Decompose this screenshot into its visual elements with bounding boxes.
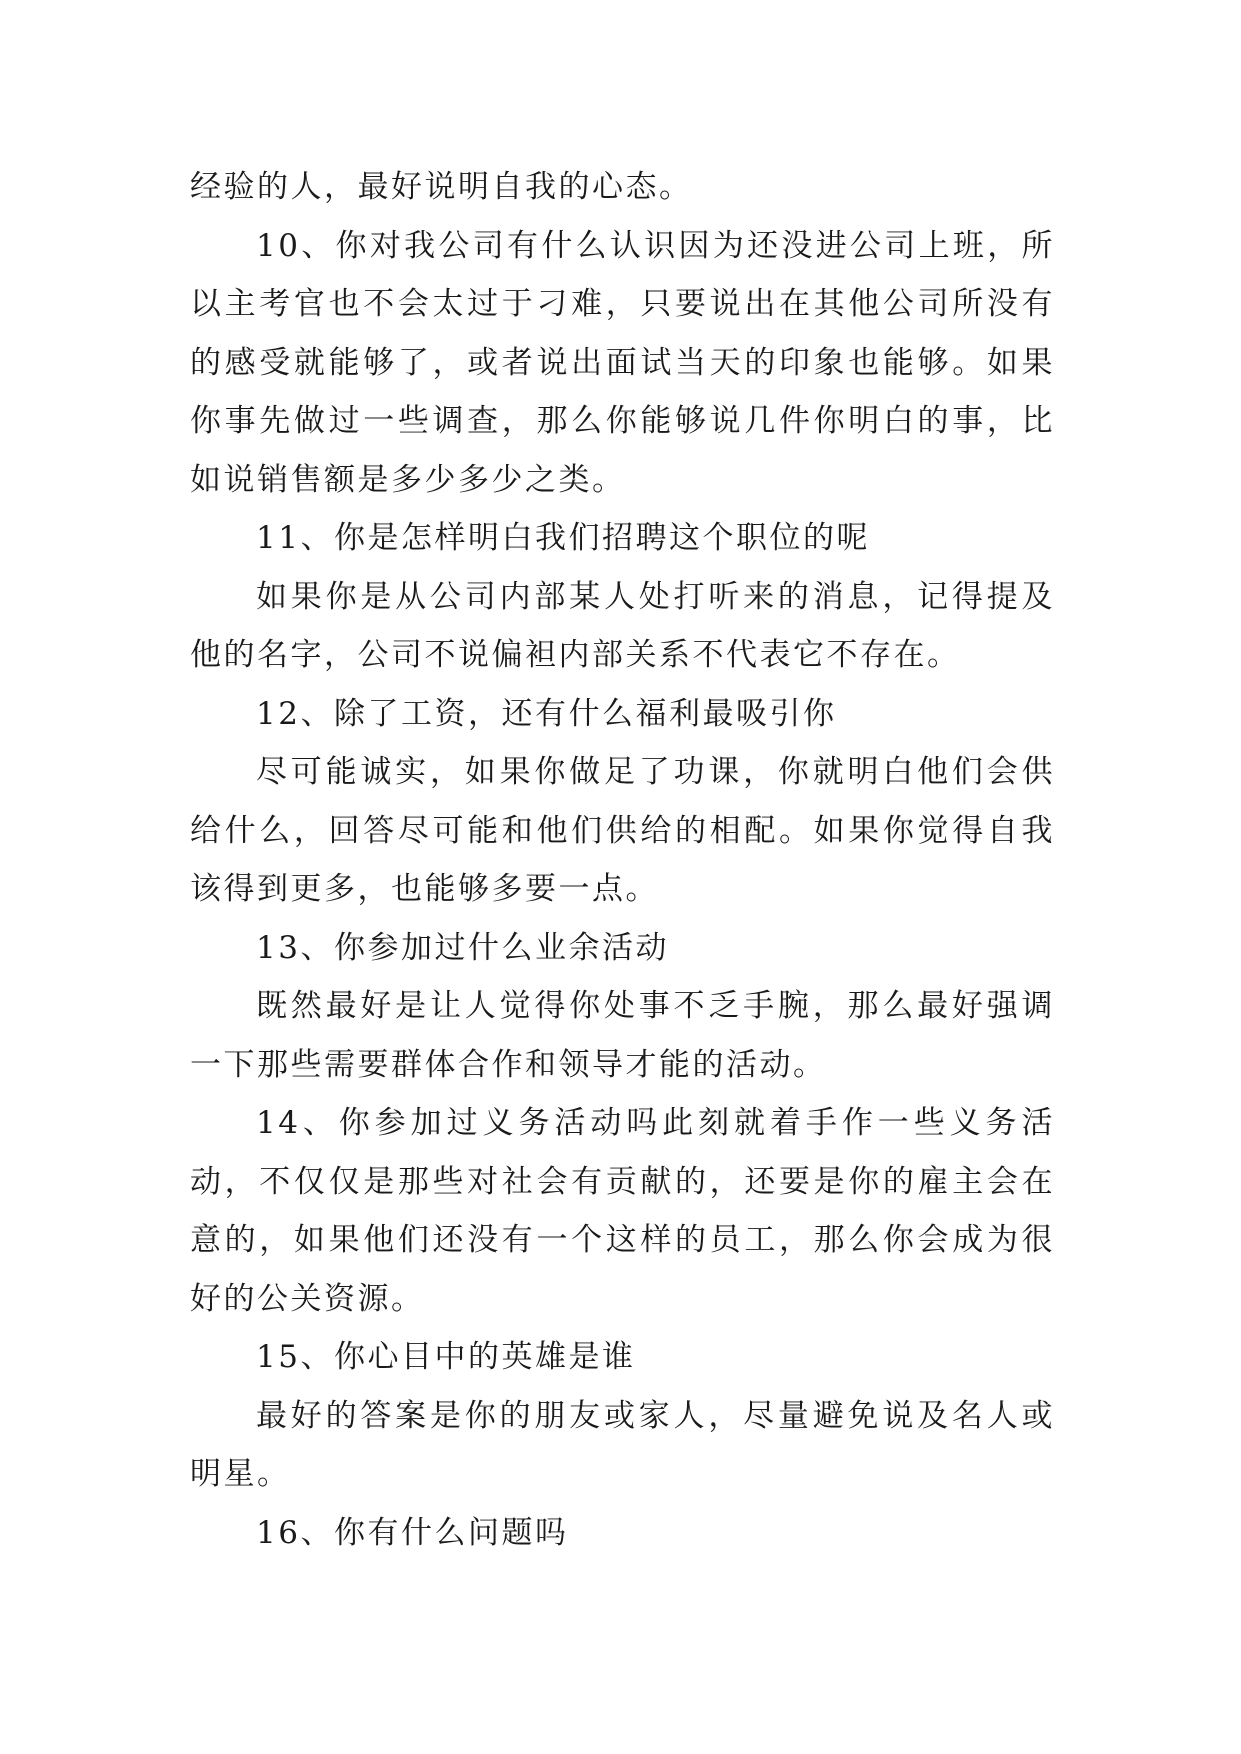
paragraph: 尽可能诚实，如果你做足了功课，你就明白他们会供给什么，回答尽可能和他们供给的相配。如果你觉得自我该得到更多，也能够多要一点。 <box>190 754 1055 907</box>
paragraph: 10、你对我公司有什么认识因为还没进公司上班，所以主考官也不会太过于刁难，只要说出在其他公司所没有的感受就能够了，或者说出面试当天的印象也能够。如果你事先做过一些调查，那么你能够说几件你明白的事，比如说销售额是多少多少之类。 <box>190 227 1055 498</box>
paragraph: 最好的答案是你的朋友或家人，尽量避免说及名人或明星。 <box>190 1397 1055 1492</box>
paragraph: 如果你是从公司内部某人处打听来的消息，记得提及他的名字，公司不说偏袒内部关系不代表它不存在。 <box>190 578 1055 673</box>
paragraph: 经验的人，最好说明自我的心态。 <box>190 169 693 205</box>
paragraph: 13、你参加过什么业余活动 <box>256 929 669 966</box>
paragraph: 12、除了工资，还有什么福利最吸引你 <box>256 695 837 732</box>
paragraph: 14、你参加过义务活动吗此刻就着手作一些义务活动，不仅仅是那些对社会有贡献的，还要是你的雇主会在意的，如果他们还没有一个这样的员工，那么你会成为很好的公关资源。 <box>190 1105 1055 1317</box>
body-text <box>190 158 1055 1562</box>
paragraph: 既然最好是让人觉得你处事不乏手腕，那么最好强调一下那些需要群体合作和领导才能的活动。 <box>190 988 1055 1083</box>
paragraph: 16、你有什么问题吗 <box>256 1514 569 1551</box>
paragraph: 15、你心目中的英雄是谁 <box>256 1339 636 1375</box>
paragraph: 11、你是怎样明白我们招聘这个职位的呢 <box>256 520 870 556</box>
